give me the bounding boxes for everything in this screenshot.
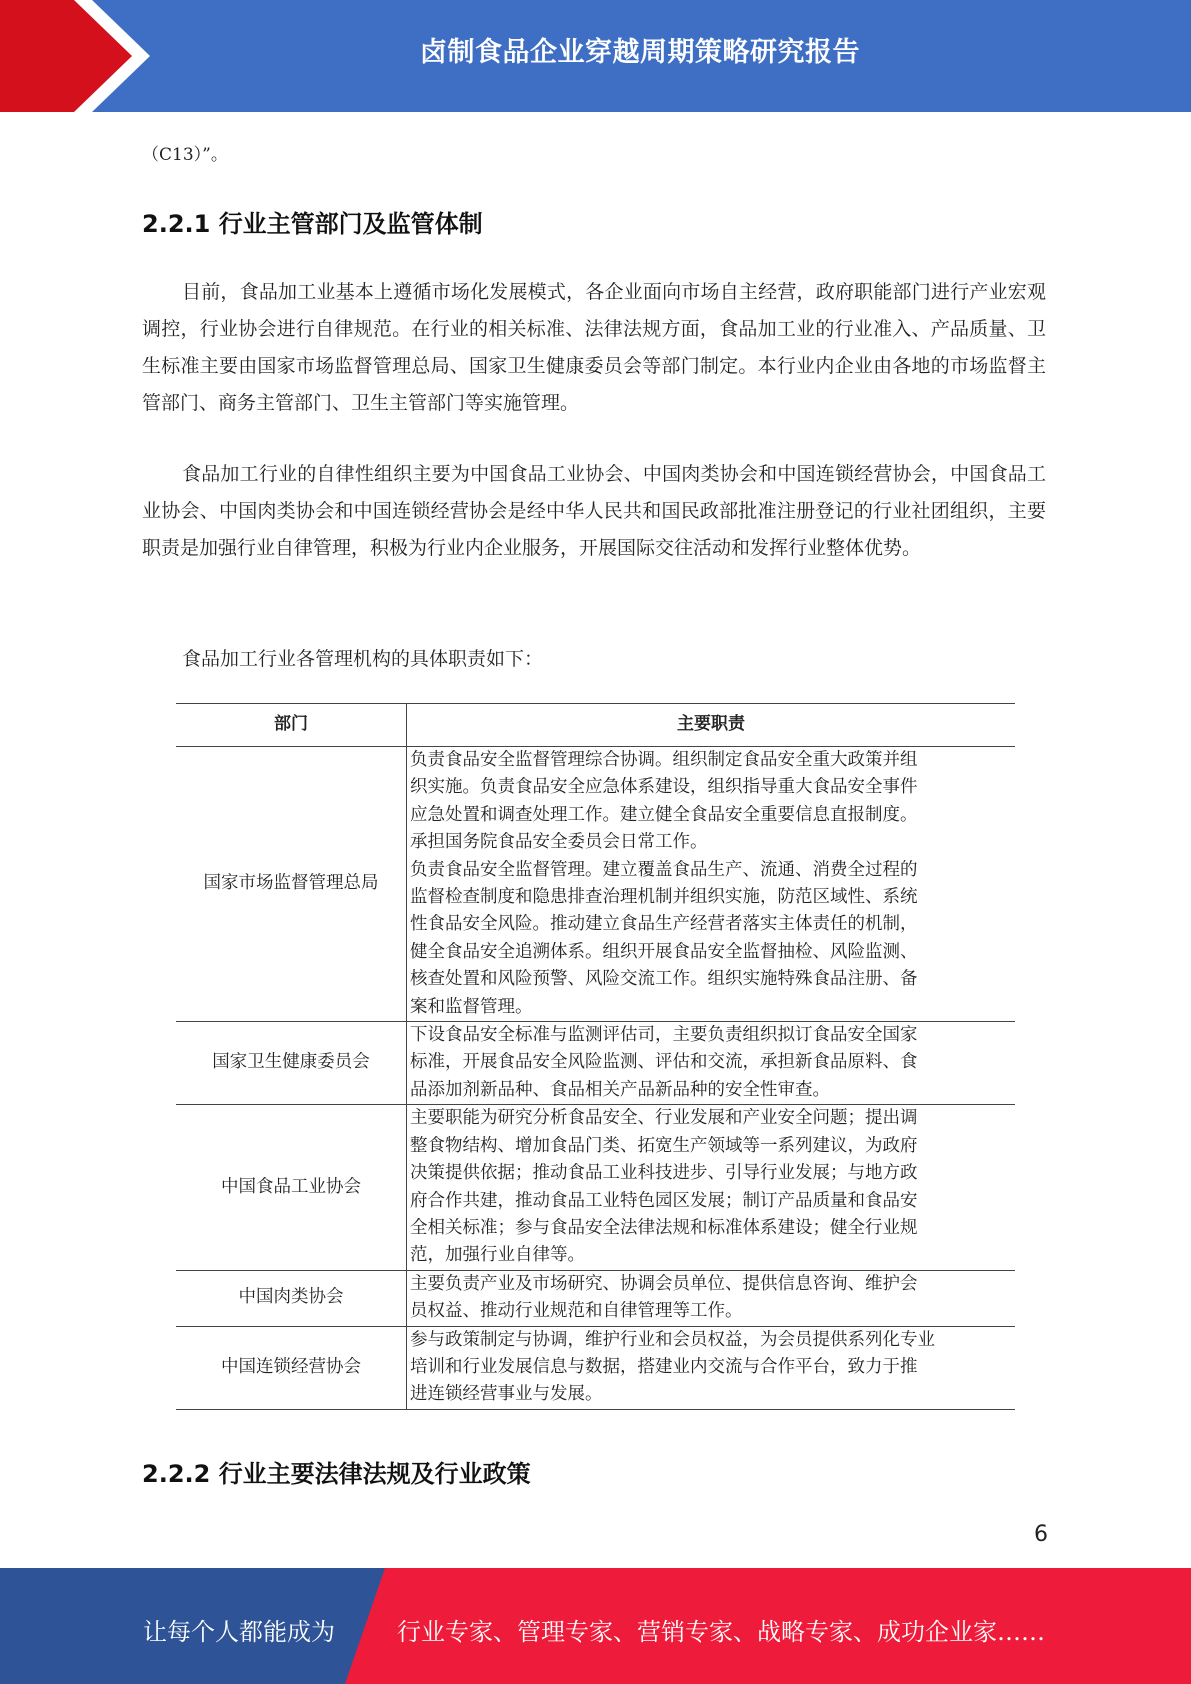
duty-line: 整食物结构、增加食品门类、拓宽生产领域等一系列建议，为政府: [410, 1135, 918, 1156]
duty-line: 主要负责产业及市场研究、协调会员单位、提供信息咨询、维护会: [410, 1273, 918, 1294]
table-header-duty: 主要职责: [407, 704, 1016, 747]
duty-line: 健全食品安全追溯体系。组织开展食品安全监督抽检、风险监测、: [410, 941, 918, 962]
footer-slogan-left: 让每个人都能成为: [143, 1618, 335, 1646]
duty-cell: [407, 747, 1016, 1022]
duty-line: 范，加强行业自律等。: [410, 1245, 585, 1266]
duty-line: 下设食品安全标准与监测评估司，主要负责组织拟订食品安全国家: [410, 1025, 918, 1046]
paragraph-table-intro: 食品加工行业各管理机构的具体职责如下：: [182, 648, 544, 670]
duty-line: 案和监督管理。: [410, 996, 533, 1017]
duty-cell: [407, 1022, 1016, 1105]
table-header-dept: 部门: [176, 704, 407, 747]
report-footer: [0, 1568, 1191, 1684]
duty-cell: [407, 1105, 1016, 1270]
duty-line: 监督检查制度和隐患排查治理机制并组织实施，防范区域性、系统: [410, 887, 918, 908]
duty-line: 培训和行业发展信息与数据，搭建业内交流与合作平台，致力于推: [410, 1356, 918, 1377]
page-number: 6: [1034, 1522, 1048, 1547]
table-row: [176, 1270, 1015, 1326]
section-heading-2-2-1: 2.2.1 行业主管部门及监管体制: [142, 210, 483, 238]
duty-line: 全相关标准；参与食品安全法律法规和标准体系建设；健全行业规: [410, 1217, 918, 1238]
continuation-text: （C13）”。: [142, 145, 228, 165]
duty-line: 员权益、推动行业规范和自律管理等工作。: [410, 1301, 743, 1322]
duty-line: 进连锁经营事业与发展。: [410, 1384, 603, 1405]
duty-line: 参与政策制定与协调，维护行业和会员权益，为会员提供系列化专业: [410, 1329, 935, 1350]
paragraph-regulation: 目前，食品加工业基本上遵循市场化发展模式，各企业面向市场自主经营，政府职能部门进行产业宏观调控，行业协会进行自律规范。在行业的相关标准、法律法规方面，食品加工业的行业准入、产品质量、卫生标准主要由国家市场监督管理总局、国家卫生健康委员会等部门制定。本行业内企业由各地的市场监督主管部门、商务主管部门、卫生主管部门等实施管理。: [142, 281, 1046, 414]
dept-cell: 中国连锁经营协会: [176, 1326, 407, 1409]
table-row: [176, 1326, 1015, 1409]
duties-table: [176, 703, 1015, 1410]
duty-cell: [407, 1270, 1016, 1326]
table-row: [176, 1105, 1015, 1270]
dept-cell: 国家卫生健康委员会: [176, 1022, 407, 1105]
paragraph-associations: 食品加工行业的自律性组织主要为中国食品工业协会、中国肉类协会和中国连锁经营协会，中国食品工业协会、中国肉类协会和中国连锁经营协会是经中华人民共和国民政部批准注册登记的行业社团组织，主要职责是加强行业自律管理，积极为行业内企业服务，开展国际交往活动和发挥行业整体优势。: [142, 463, 1046, 559]
dept-cell: 中国食品工业协会: [176, 1105, 407, 1270]
duty-line: 性食品安全风险。推动建立食品生产经营者落实主体责任的机制，: [410, 914, 918, 935]
duty-line: 标准，开展食品安全风险监测、评估和交流，承担新食品原料、食: [410, 1052, 918, 1073]
duty-line: 府合作共建，推动食品工业特色园区发展；制订产品质量和食品安: [410, 1190, 918, 1211]
duty-line: 承担国务院食品安全委员会日常工作。: [410, 832, 708, 853]
duty-line: 应急处置和调查处理工作。建立健全食品安全重要信息直报制度。: [410, 804, 918, 825]
duty-line: 核查处置和风险预警、风险交流工作。组织实施特殊食品注册、备: [410, 969, 918, 990]
duty-line: 织实施。负责食品安全应急体系建设，组织指导重大食品安全事件: [410, 777, 918, 798]
duty-line: 决策提供依据；推动食品工业科技进步、引导行业发展；与地方政: [410, 1163, 918, 1184]
duty-cell: [407, 1326, 1016, 1409]
report-title: 卤制食品企业穿越周期策略研究报告: [420, 37, 860, 68]
dept-cell: 中国肉类协会: [176, 1270, 407, 1326]
table-header-row: [176, 704, 1015, 747]
duty-line: 品添加剂新品种、食品相关产品新品种的安全性审查。: [410, 1079, 830, 1100]
report-header: [0, 0, 1191, 112]
header-red-chevron: [0, 0, 170, 112]
section-heading-2-2-2: 2.2.2 行业主要法律法规及行业政策: [142, 1460, 531, 1488]
table-row: [176, 1022, 1015, 1105]
dept-cell: 国家市场监督管理总局: [176, 747, 407, 1022]
duty-line: 负责食品安全监督管理。建立覆盖食品生产、流通、消费全过程的: [410, 859, 918, 880]
table-row: [176, 747, 1015, 1022]
duty-line: 负责食品安全监督管理综合协调。组织制定食品安全重大政策并组: [410, 750, 918, 770]
duty-line: 主要职能为研究分析食品安全、行业发展和产业安全问题；提出调: [410, 1108, 918, 1129]
footer-slogan-right: 行业专家、管理专家、营销专家、战略专家、成功企业家……: [397, 1618, 1045, 1646]
